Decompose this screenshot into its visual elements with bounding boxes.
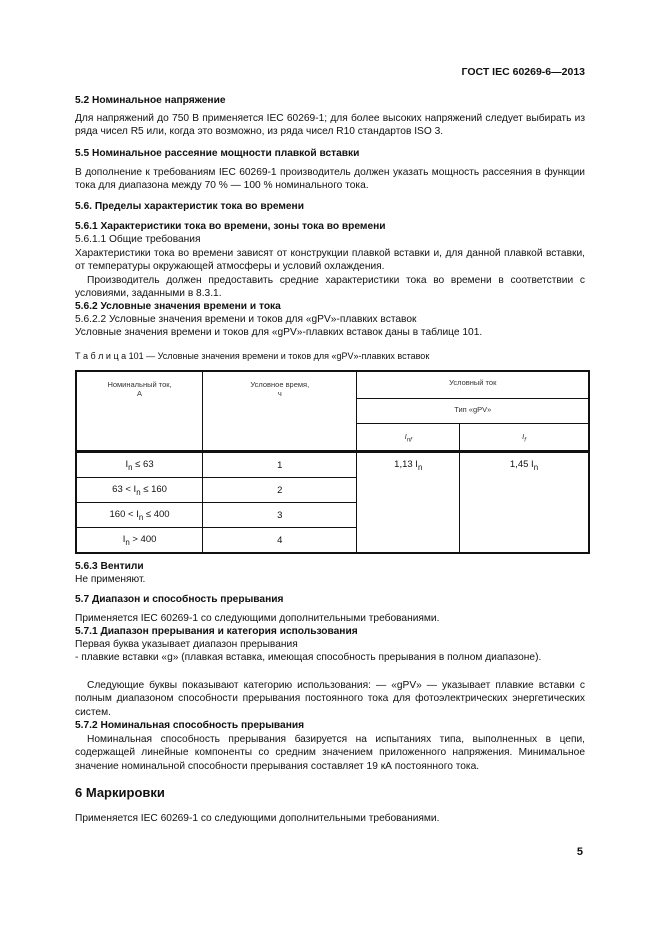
- section-5-7-title: 5.7 Диапазон и способность прерывания: [75, 594, 284, 605]
- paragraph: Следующие буквы показывают категорию использования: — «gPV» — указывает плавкие вставки с полным диапазоном способности прерывания постоянного тока для фотоэлектрических энергетических систем.: [75, 680, 585, 718]
- section-5-6-1-title: 5.6.1 Характеристики тока во времени, зоны тока во времени: [75, 221, 386, 232]
- section-5-2-text: Для напряжений до 750 В применяется IEC 60269-1; для более высоких напряжений следует выбирать из ряда чисел R5 или, когда это возможно, из ряда чисел R10 стандартов ISO 3.: [75, 113, 585, 138]
- header-type-gpv: Тип «gPV»: [357, 399, 589, 424]
- table-row: $I_n > 400$ 4: [76, 528, 589, 554]
- inf-value: 1,13 $I_n$: [357, 452, 460, 554]
- section-5-7-1-title: 5.7.1 Диапазон прерывания и категория использования: [75, 626, 358, 637]
- section-5-6-1-1: 5.6.1.1 Общие требования: [75, 234, 201, 245]
- page-number: 5: [576, 846, 583, 858]
- section-5-5-text: В дополнение к требованиям IEC 60269-1 производитель должен указать мощность рассеяния в функции тока для диапазона между 70 % — 100 % номинального тока.: [75, 167, 585, 192]
- section-5-5-title: 5.5 Номинальное рассеяние мощности плавкой вставки: [75, 148, 360, 159]
- header-rated-current: Номинальный ток, А: [76, 371, 203, 452]
- paragraph: Применяется IEC 60269-1 со следующими дополнительными требованиями.: [75, 613, 440, 624]
- paragraph: - плавкие вставки «g» (плавкая вставка, имеющая способность прерывания в полном диапазоне).: [75, 652, 542, 663]
- conventional-time-current-table: [75, 370, 590, 554]
- header-inf: $I_{nf}$: [357, 424, 460, 452]
- table-row: $160 < I_n \le 400$ 3: [76, 503, 589, 528]
- paragraph: Первая буква указывает диапазон прерывания: [75, 639, 298, 650]
- header-if: $I_f$: [460, 424, 589, 452]
- section-5-6-2-title: 5.6.2 Условные значения времени и тока: [75, 301, 281, 312]
- paragraph: Производитель должен предоставить средние характеристики тока во времени в соответствии с условиями, заданными в 8.3.1.: [75, 275, 585, 300]
- table-row: $I_n \le 63$ 1 1,13 $I_n$ 1,45 $I_n$: [76, 452, 589, 478]
- table-row: $63 < I_n \le 160$ 2: [76, 478, 589, 503]
- section-5-7-2-title: 5.7.2 Номинальная способность прерывания: [75, 720, 305, 731]
- paragraph: Номинальная способность прерывания базируется на испытаниях типа, выполненных в цепи, содержащей линейные компоненты со средним значением приложенного напряжения. Минимальное значение номинальной способности прерывания составляет 19 кА постоянного тока.: [75, 734, 585, 772]
- table-caption: Т а б л и ц а 101 — Условные значения времени и токов для «gPV»-плавких вставок: [75, 351, 430, 361]
- header-conventional-time: Условное время, ч: [203, 371, 357, 452]
- paragraph: Условные значения времени и токов для «gPV»-плавких вставок даны в таблице 101.: [75, 327, 483, 338]
- paragraph: Характеристики тока во времени зависят от конструкции плавкой вставки и, для данной плавкой вставки, от температуры окружающей атмосферы и условий охлаждения.: [75, 248, 585, 273]
- paragraph: Применяется IEC 60269-1 со следующими дополнительными требованиями.: [75, 813, 440, 824]
- header-conventional-current: Условный ток: [357, 371, 589, 399]
- section-5-6-title: 5.6. Пределы характеристик тока во времени: [75, 201, 304, 212]
- document-header: ГОСТ IEC 60269-6—2013: [461, 66, 585, 78]
- if-value: 1,45 $I_n$: [460, 452, 589, 554]
- section-6-title: 6 Маркировки: [75, 785, 165, 800]
- paragraph: Не применяют.: [75, 574, 146, 585]
- section-5-2-title: 5.2 Номинальное напряжение: [75, 95, 226, 106]
- section-5-6-2-2: 5.6.2.2 Условные значения времени и токов для «gPV»-плавких вставок: [75, 314, 417, 325]
- section-5-6-3-title: 5.6.3 Вентили: [75, 561, 144, 572]
